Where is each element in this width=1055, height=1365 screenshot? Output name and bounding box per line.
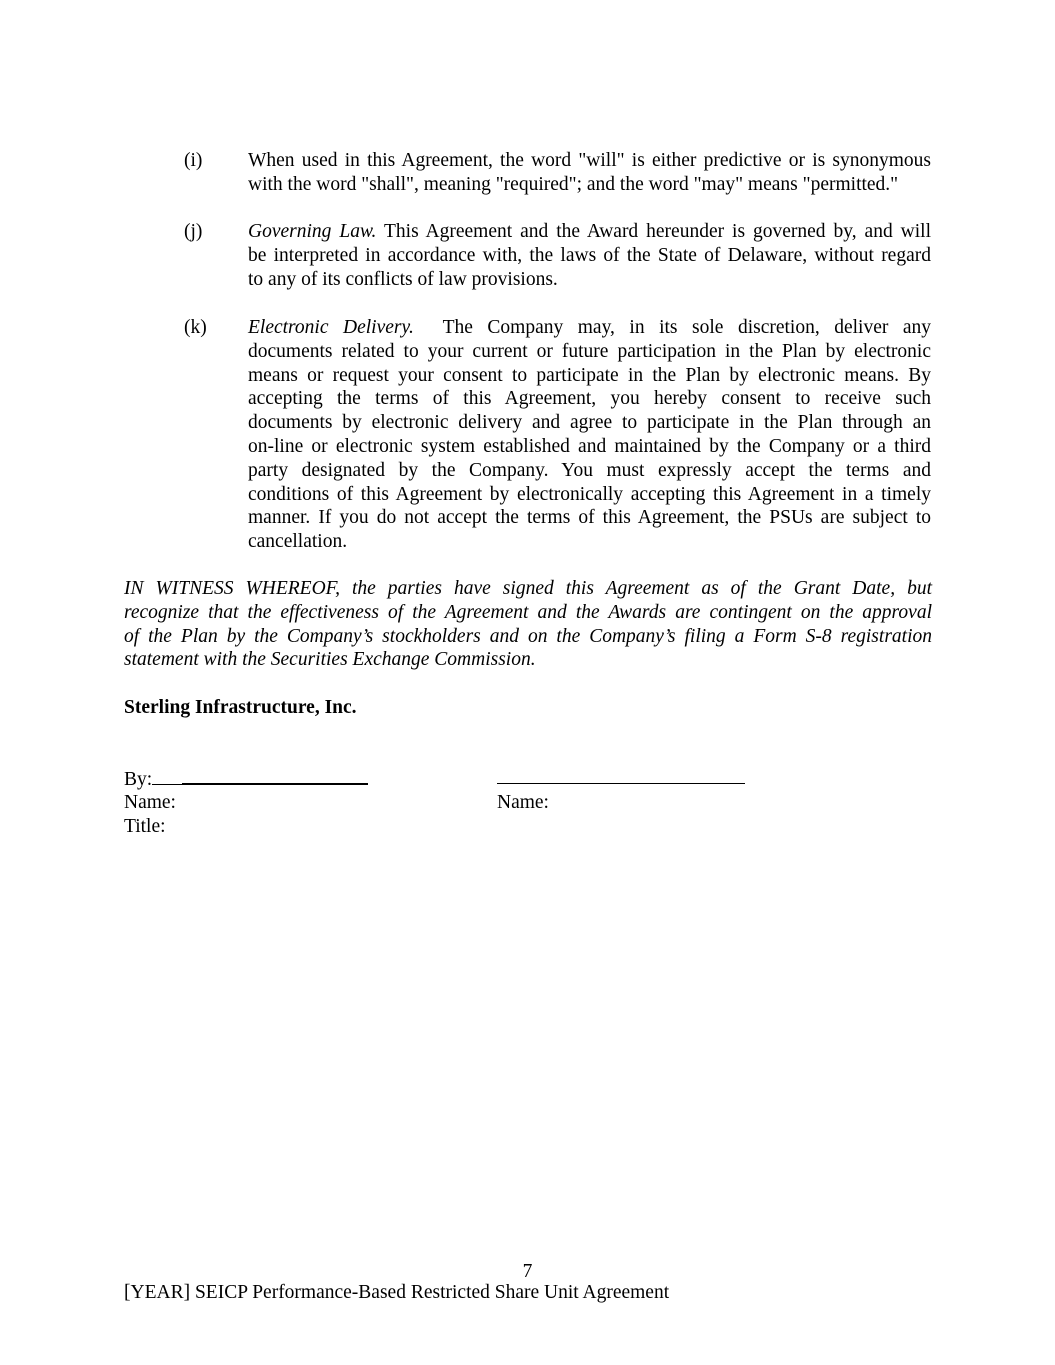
clause-line: documents by electronic delivery and agree to participate in the Plan through an xyxy=(248,412,931,434)
clause-line: cancellation. xyxy=(248,531,348,553)
witness-line-text: , the parties have signed this Agreement as of the Grant Date, but xyxy=(335,578,933,599)
signature-line-short xyxy=(152,768,182,785)
by-label: By: xyxy=(124,769,153,790)
clause-line: conditions of this Agreement by electronically accepting this Agreement in a timely xyxy=(248,483,931,505)
clause-line: party designated by the Company. You must expressly accept the terms and xyxy=(248,459,931,481)
signature-line[interactable] xyxy=(182,767,368,785)
footer-text: [YEAR] SEICP Performance-Based Restricted Share Unit Agreement xyxy=(124,1282,670,1303)
clause-body xyxy=(248,316,931,554)
name-label: Name: xyxy=(497,791,549,813)
signature-line[interactable] xyxy=(497,767,745,784)
clause-line: on-line or electronic system established and maintained by the Company or a third xyxy=(248,435,931,457)
clause-line: with the word "shall", meaning "required"; and the word "may" means "permitted." xyxy=(248,173,899,195)
clause-first-line xyxy=(248,220,931,244)
witness-line xyxy=(124,577,932,601)
clause-line: documents related to your current or future participation in the Plan by electronic xyxy=(248,340,931,362)
clause-line: to any of its conflicts of law provisions. xyxy=(248,268,558,290)
clause-line: be interpreted in accordance with, the laws of the State of Delaware, without regard xyxy=(248,244,931,266)
witness-line: statement with the Securities Exchange Commission. xyxy=(124,649,536,671)
signature-block-company xyxy=(124,767,454,838)
witness-paragraph xyxy=(124,577,932,672)
witness-lead: IN WITNESS WHEREOF xyxy=(124,578,336,599)
clause-body xyxy=(248,149,931,197)
title-row xyxy=(124,815,454,839)
signature-row xyxy=(497,767,757,791)
clause-first-line xyxy=(248,316,931,340)
clause-line: means or request your consent to participate in the Plan by electronic means. By xyxy=(248,364,931,386)
name-row xyxy=(497,791,757,815)
signature-by-row xyxy=(124,767,454,791)
clause-line: When used in this Agreement, the word "will" is either predictive or is synonymous xyxy=(248,150,931,171)
company-name: Sterling Infrastructure, Inc. xyxy=(124,697,357,718)
page-number: 7 xyxy=(522,1261,533,1282)
clause-line: manner. If you do not accept the terms of this Agreement, the PSUs are subject to xyxy=(248,507,931,529)
name-label: Name: xyxy=(124,791,176,813)
witness-line: recognize that the effectiveness of the Agreement and the Awards are contingent on the approval xyxy=(124,601,932,623)
clause-line: accepting the terms of this Agreement, you hereby consent to receive such xyxy=(248,388,931,410)
clause-first-line-text: The Company may, in its sole discretion, deliver any xyxy=(413,317,932,338)
clause-label: (i) xyxy=(184,150,203,171)
clause-body xyxy=(248,220,931,291)
clause-first-line-text: This Agreement and the Award hereunder is governed by, and will xyxy=(376,221,931,242)
name-row xyxy=(124,791,454,815)
clause-label: (j) xyxy=(184,221,203,242)
witness-line: of the Plan by the Company’s stockholders and on the Company’s filing a Form S-8 registration xyxy=(124,625,932,647)
title-label: Title: xyxy=(124,815,166,837)
clause-label: (k) xyxy=(184,317,207,338)
signature-block-participant xyxy=(497,767,757,815)
clause-heading: Electronic Delivery. xyxy=(248,317,414,338)
clause-heading: Governing Law. xyxy=(248,221,377,242)
